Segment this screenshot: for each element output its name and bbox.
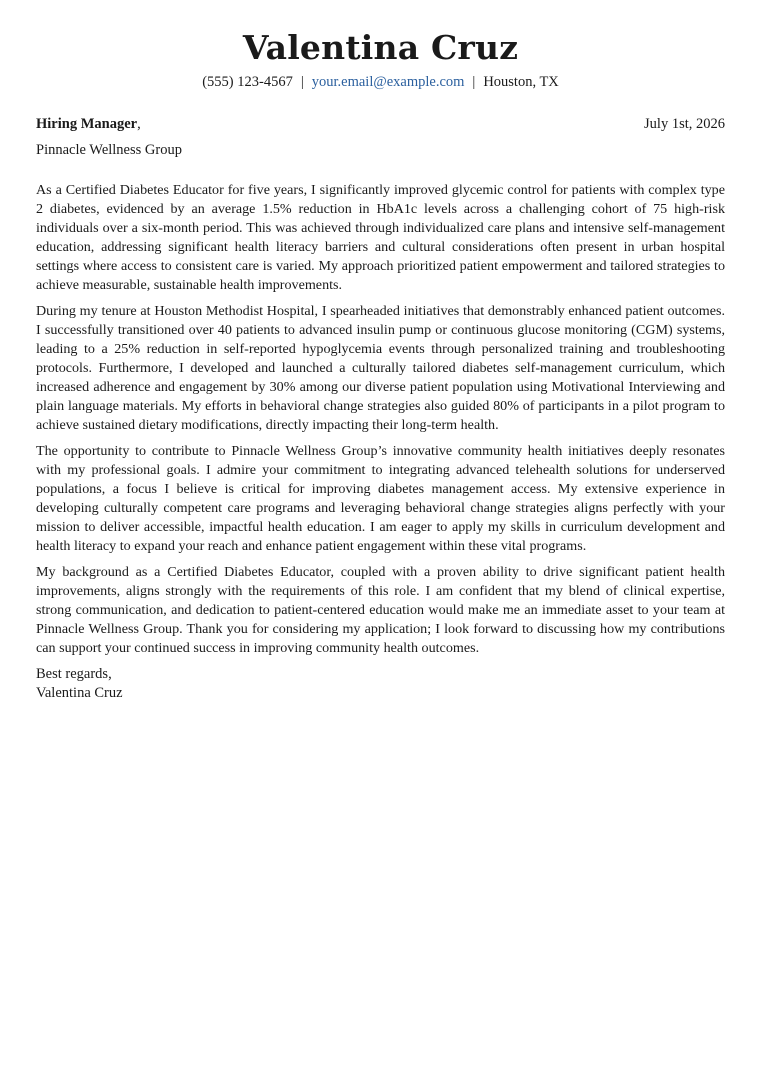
contact-line: [36, 73, 725, 91]
body-paragraph: The opportunity to contribute to Pinnacle Wellness Group’s innovative community health initiatives deeply resonates with my professional goals. I admire your commitment to integrating advanced telehealth solutions for underserved populations, a focus I believe is critical for improving diabetes management access. My extensive experience in developing culturally competent care programs and leveraging behavioral change strategies aligns perfectly with your mission to deliver accessible, impactful health education. I am eager to apply my skills in curriculum development and health literacy to expand your reach and enhance patient engagement within these vital programs.: [36, 443, 725, 554]
body-paragraph: During my tenure at Houston Methodist Hospital, I spearheaded initiatives that demonstrably enhanced patient outcomes. I successfully transitioned over 40 patients to advanced insulin pump or continuous glucose monitoring (CGM) systems, leading to a 25% reduction in self-reported hypoglycemia events through personalized training and troubleshooting protocols. Furthermore, I developed and launched a culturally tailored diabetes self-management curriculum, which increased adherence and engagement by 30% among our diverse patient population using Motivational Interviewing and plain language materials. My efforts in behavioral change strategies also guided 80% of participants in a pilot program to achieve sustained dietary modifications, directly impacting their long-term health.: [36, 303, 725, 433]
recipient-name-suffix: ,: [137, 116, 141, 132]
recipient-line: [36, 115, 141, 134]
applicant-name: Valentina Cruz: [242, 28, 519, 67]
location: Houston, TX: [483, 74, 559, 90]
letter-body: [36, 181, 725, 658]
closing-salutation: Best regards,: [36, 666, 112, 682]
closing-signature: Valentina Cruz: [36, 685, 123, 701]
recipient-name: Hiring Manager: [36, 116, 138, 132]
letter-closing: [36, 665, 725, 703]
body-paragraph: As a Certified Diabetes Educator for five years, I significantly improved glycemic control for patients with complex type 2 diabetes, evidenced by an average 1.5% reduction in HbA1c levels across a challenging cohort of 75 high-risk individuals over a six-month period. This was achieved through individualized care plans and intensive self-management education, addressing significant health literacy barriers and cultural considerations often present in urban hospital settings where access to consistent care is varied. My approach prioritized patient empowerment and tailored strategies to achieve measurable, sustainable health improvements.: [36, 182, 725, 293]
body-paragraph: My background as a Certified Diabetes Educator, coupled with a proven ability to drive significant patient health improvements, aligns strongly with the requirements of this role. I am confident that my blend of clinical expertise, strong communication, and dedication to patient-centered education would make me an immediate asset to your team at Pinnacle Wellness Group. Thank you for considering my application; I look forward to discussing how my contributions can support your continued success in improving community health outcomes.: [36, 564, 725, 656]
recipient-date-row: [36, 115, 725, 134]
email-link[interactable]: your.email@example.com: [311, 74, 465, 90]
contact-separator: |: [300, 74, 304, 90]
cover-letter-page: [36, 28, 725, 703]
recipient-company: Pinnacle Wellness Group: [36, 142, 182, 158]
contact-separator: |: [472, 74, 476, 90]
letter-date: July 1st, 2026: [644, 116, 725, 132]
phone-number: (555) 123-4567: [202, 74, 293, 90]
